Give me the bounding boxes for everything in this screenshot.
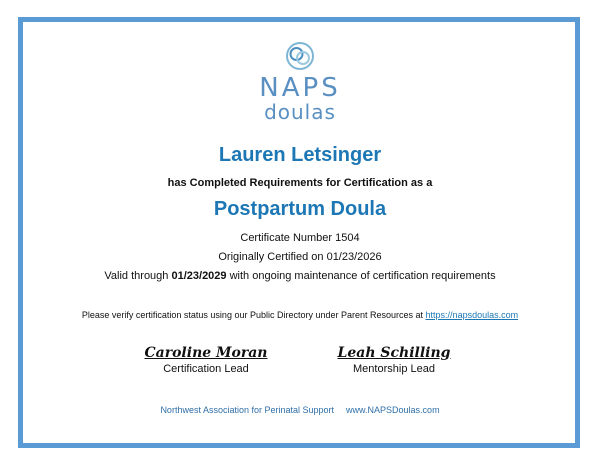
valid-suffix: with ongoing maintenance of certification requirements [226, 270, 496, 282]
signature-title: Mentorship Lead [353, 363, 435, 375]
footer-website: www.NAPSDoulas.com [346, 405, 440, 415]
completion-statement: has Completed Requirements for Certification as a [167, 177, 433, 189]
certification-type: Postpartum Doula [213, 198, 387, 220]
valid-through-date: 01/23/2029 [171, 270, 227, 282]
logo-text-naps: NAPS [259, 73, 341, 103]
naps-doulas-logo [0, 40, 600, 122]
signature-block-certification-lead [136, 344, 276, 376]
original-certification-date: Originally Certified on 01/23/2026 [218, 251, 382, 263]
directory-link[interactable]: https://napsdoulas.com [425, 310, 519, 320]
signature-caroline-moran: Caroline Moran [144, 345, 268, 361]
interlocking-circles-icon [284, 40, 316, 72]
signature-block-mentorship-lead [324, 344, 464, 376]
validity-statement [0, 270, 600, 282]
recipient-name: Lauren Letsinger [218, 144, 382, 166]
signature-title: Certification Lead [163, 363, 249, 375]
certificate-number: Certificate Number 1504 [240, 232, 360, 244]
verification-note [0, 310, 600, 320]
valid-prefix: Valid through [104, 270, 172, 282]
verification-text: Please verify certification status using our Public Directory under Parent Resources at [81, 310, 426, 320]
signature-leah-schilling: Leah Schilling [337, 345, 451, 361]
logo-text-doulas: doulas [264, 100, 336, 124]
footer [0, 405, 600, 415]
footer-org: Northwest Association for Perinatal Support [160, 405, 335, 415]
